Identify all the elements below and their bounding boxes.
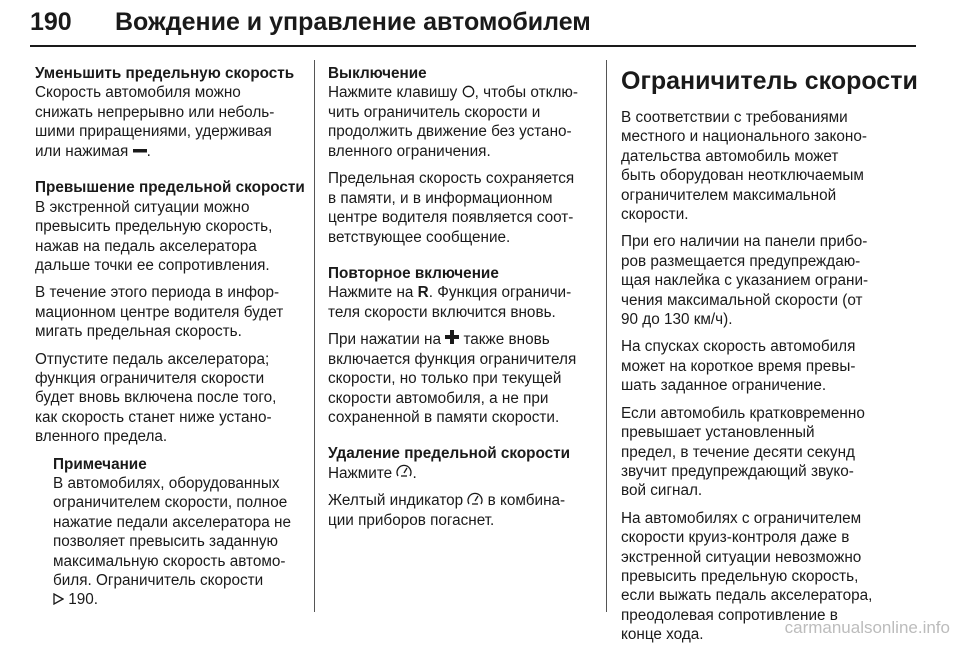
text-line: позволяет превысить заданную — [53, 533, 279, 551]
text-line: биля. Ограничитель скорости — [53, 572, 264, 589]
section-heading-exceed: Превышение предельной скорости — [35, 179, 305, 197]
text-line: скорости автомобиля, а не при — [328, 389, 549, 407]
text-line: При его наличии на панели прибо- — [621, 233, 868, 251]
text-line: или нажимая . — [35, 142, 151, 160]
text-line: Желтый индикатор в комбина- — [328, 492, 566, 510]
text-line: Нажмите клавишу , чтобы отклю- — [328, 84, 578, 102]
text-line: щая наклейка с указанием ограни- — [621, 272, 869, 290]
text-line: скорости. — [621, 206, 689, 224]
text-line: В соответствии с требованиями — [621, 109, 848, 126]
text-line: теля скорости включится вновь. — [328, 303, 556, 321]
text-line: превысить предельную скорость, — [621, 567, 859, 585]
text-line: ветствующее сообщение. — [328, 228, 511, 246]
text-line: мационном центре водителя будет — [35, 303, 284, 321]
text-line: Нажмите на R. Функция ограничи- — [328, 284, 572, 302]
text-line: дальше точки ее сопротивления. — [35, 256, 270, 274]
note-heading: Примечание — [53, 455, 147, 473]
text-line: максимальную скорость автомо- — [53, 552, 286, 570]
note-box — [53, 455, 310, 611]
text-line: ров размещается предупреждаю- — [621, 252, 861, 270]
text-line: нажав на педаль акселератора — [35, 237, 257, 255]
section-heading-delete: Удаление предельной скорости — [328, 445, 571, 463]
text-line: снижать непрерывно или неболь- — [35, 103, 275, 121]
text-line: нажатие педали акселератора не — [53, 513, 291, 531]
text-line: звучит предупреждающий звуко- — [621, 462, 854, 480]
section-title: Ограничитель скорости — [621, 67, 918, 95]
section-heading-off: Выключение — [328, 65, 427, 82]
column-middle — [328, 64, 603, 531]
text-line: Если автомобиль кратковременно — [621, 404, 865, 422]
speed-limiter-icon — [396, 464, 412, 483]
text-line: конце хода. — [621, 626, 704, 644]
plus-icon — [445, 330, 459, 349]
circle-button-icon — [462, 84, 475, 103]
text-line: дательства автомобиль может — [621, 147, 839, 165]
text-line: как скорость станет ниже устано- — [35, 408, 272, 426]
text-line: чить ограничитель скорости и — [328, 104, 541, 122]
column-left — [35, 64, 310, 610]
text-line: мигать предельная скорость. — [35, 323, 242, 341]
text-line: Отпустите педаль акселератора; — [35, 350, 270, 368]
text-line: Нажмите . — [328, 464, 417, 482]
page-reference[interactable]: 190. — [53, 590, 310, 610]
speed-limiter-indicator-icon — [467, 492, 483, 511]
text-line: скорости круиз-контроля даже в — [621, 529, 850, 547]
text-line: местного и национального законо- — [621, 128, 867, 146]
text-line: ции приборов погаснет. — [328, 512, 495, 530]
text-line: превышает установленный — [621, 424, 815, 442]
text-line: 90 до 130 км/ч). — [621, 311, 733, 329]
text-line: функция ограничителя скорости — [35, 369, 265, 387]
text-line: ограничителем максимальной — [621, 186, 837, 204]
text-line: экстренной ситуации невозможно — [621, 548, 862, 566]
text-line: На автомобилях с ограничителем — [621, 509, 862, 527]
header-rule — [30, 45, 916, 47]
text-line: чения максимальной скорости (от — [621, 291, 863, 309]
text-line: предел, в течение десяти секунд — [621, 443, 855, 461]
text-line: вой сигнал. — [621, 482, 703, 500]
section-heading-reduce: Уменьшить предельную скорость — [35, 65, 295, 82]
text-line: Скорость автомобиля можно — [35, 84, 241, 102]
text-line: центре водителя появляется соот- — [328, 209, 574, 227]
text-line: вленного ограничения. — [328, 142, 491, 160]
text-line: скорости, но только при текущей — [328, 370, 562, 388]
text-line: может на короткое время превы- — [621, 357, 856, 375]
text-line: шать заданное ограничение. — [621, 377, 827, 395]
column-divider-2 — [606, 60, 607, 612]
column-divider-1 — [314, 60, 315, 612]
text-line: шими приращениями, удерживая — [35, 123, 272, 141]
text-line: превысить предельную скорость, — [35, 218, 273, 236]
text-line: включается функция ограничителя — [328, 350, 577, 368]
text-line: быть оборудован неотключаемым — [621, 167, 864, 185]
text-line: в памяти, и в информационном — [328, 189, 553, 207]
column-right — [621, 64, 921, 645]
text-line: На спусках скорость автомобиля — [621, 338, 856, 356]
text-line: Предельная скорость сохраняется — [328, 170, 575, 188]
text-line: В течение этого периода в инфор- — [35, 284, 280, 302]
text-line: ограничителем скорости, полное — [53, 494, 288, 512]
chapter-title: Вождение и управление автомобилем — [115, 8, 591, 36]
text-line: если выжать педаль акселератора, — [621, 587, 873, 605]
text-line: сохраненной в памяти скорости. — [328, 409, 560, 426]
page-header — [30, 8, 930, 48]
page-ref-arrow-icon — [53, 591, 64, 610]
text-line: В экстренной ситуации можно — [35, 198, 250, 216]
text-line: продолжить движение без устано- — [328, 123, 572, 141]
text-line: вленного предела. — [35, 428, 168, 446]
text-line: В автомобилях, оборудованных — [53, 474, 280, 492]
minus-icon — [133, 142, 147, 161]
resume-key: R — [417, 284, 429, 302]
watermark: carmanualsonline.info — [784, 618, 950, 637]
text-line: будет вновь включена после того, — [35, 389, 277, 407]
text-line: преодолевая сопротивление в — [621, 606, 838, 624]
section-heading-resume: Повторное включение — [328, 264, 499, 282]
text-line: При нажатии на также вновь — [328, 331, 550, 349]
page-number: 190 — [30, 8, 72, 36]
